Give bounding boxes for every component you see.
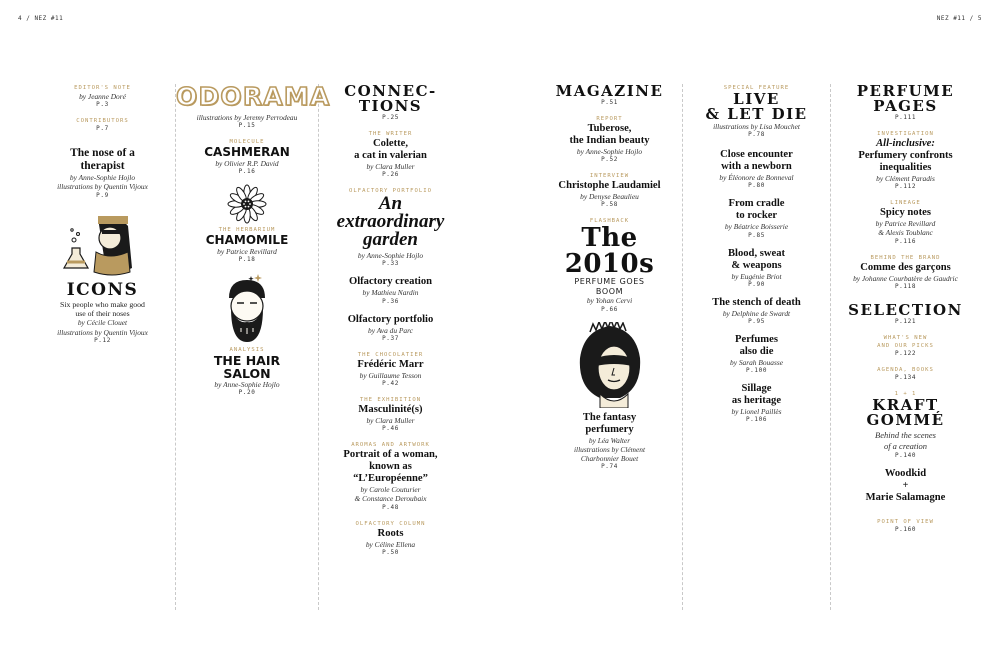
byline: by Olivier R.P. David xyxy=(215,158,279,168)
page-number: P.16 xyxy=(238,168,256,175)
entry-title: with a newborn xyxy=(721,161,792,173)
entry-title: also die xyxy=(739,346,774,358)
kicker: AND OUR PICKS xyxy=(877,342,934,349)
entry-subtitle: BOOM xyxy=(595,286,624,296)
kicker: FLASHBACK xyxy=(589,218,630,225)
entry-subtitle: Behind the scenes xyxy=(875,429,936,440)
entry-title: & weapons xyxy=(731,259,782,271)
entry-title: to rocker xyxy=(735,210,778,222)
byline: by Béatrice Boisserie xyxy=(724,222,789,232)
byline: by Yohan Cervi xyxy=(586,296,633,306)
page-number: P.80 xyxy=(748,182,765,190)
kicker: EDITOR'S NOTE xyxy=(74,85,131,91)
live-let-die-section[interactable] xyxy=(683,84,830,139)
byline: by Jeanne Doré xyxy=(79,92,126,101)
entry-title: 2010s xyxy=(564,249,655,280)
page-number: P.90 xyxy=(748,280,765,288)
byline: by Mathieu Nardin xyxy=(362,288,419,298)
page-number: P.46 xyxy=(382,425,399,433)
section-title: KRAFT xyxy=(872,395,939,414)
entry-title: Olfactory creation xyxy=(348,276,433,288)
kicker: 1 + 1 xyxy=(894,390,917,397)
page-number: P.33 xyxy=(382,260,399,268)
contributors[interactable] xyxy=(30,117,175,133)
tuberose-entry[interactable] xyxy=(537,115,682,164)
entry-title: Masculinité(s) xyxy=(358,404,423,416)
kicker: REPORT xyxy=(596,116,623,122)
olfactory-portfolio-entry[interactable] xyxy=(319,314,462,343)
page-number: P.118 xyxy=(894,282,917,290)
magazine-section[interactable] xyxy=(537,84,682,107)
byline: by Anne-Sophie Hojlo xyxy=(69,173,136,183)
page-number: P.37 xyxy=(382,334,399,342)
page-number: P.15 xyxy=(238,122,256,130)
flower-center-dot xyxy=(248,206,250,208)
section-title: PERFUME xyxy=(856,82,955,100)
hair-salon-entry[interactable] xyxy=(176,346,318,397)
agenda-entry[interactable] xyxy=(831,366,980,382)
page-number: P.66 xyxy=(601,305,618,313)
entry-title: Spicy notes xyxy=(880,207,931,219)
page-number: P.20 xyxy=(238,389,256,397)
page-number: P.85 xyxy=(748,231,765,239)
byline: by Denyse Beaulieu xyxy=(580,192,639,202)
plus-sign: + xyxy=(902,479,909,491)
byline: by Clément Paradis xyxy=(876,174,935,183)
also-die-entry[interactable] xyxy=(683,334,830,375)
all-inclusive-entry[interactable] xyxy=(831,130,980,191)
byline: by Anne-Sophie Hojlo xyxy=(576,147,643,156)
page-number: P.9 xyxy=(96,191,109,199)
sillage-entry[interactable] xyxy=(683,383,830,424)
connections-section[interactable] xyxy=(319,84,462,122)
entry-title: The stench of death xyxy=(712,296,801,308)
page-number: P.78 xyxy=(748,131,765,139)
entry-title: known as xyxy=(369,461,412,473)
entry-title: Frédéric Marr xyxy=(357,358,424,370)
kraft-gomme-entry[interactable] xyxy=(831,390,980,460)
section-title: SELECTION xyxy=(848,300,963,319)
column-6 xyxy=(831,84,980,542)
entry-title: An xyxy=(378,193,403,215)
byline: by Sarah Bouasse xyxy=(730,358,783,368)
perfume-pages-section[interactable] xyxy=(831,84,980,122)
section-title: MAGAZINE xyxy=(555,82,664,100)
flower-center-dot xyxy=(245,206,247,208)
fantasy-entry[interactable] xyxy=(537,412,682,472)
page-number: P.95 xyxy=(748,318,765,326)
entry-title: The xyxy=(581,223,638,254)
section-title: & LET DIE xyxy=(705,105,808,123)
entry-title: The nose of a therapist xyxy=(70,147,135,173)
page-number: P.12 xyxy=(94,336,111,344)
section-description: Six people who make good use of their noses xyxy=(60,299,145,319)
entry-title: CASHMERAN xyxy=(204,145,290,160)
kicker: BEHIND THE BRAND xyxy=(870,254,941,261)
entry-subtitle: of a creation xyxy=(883,440,928,451)
kicker: THE HERBARIUM xyxy=(218,227,276,233)
kicker: POINT OF VIEW xyxy=(877,518,934,525)
blood-entry[interactable] xyxy=(683,248,830,289)
entry-subtitle: PERFUME GOES xyxy=(574,277,645,287)
illustration-credit: illustrations by Lisa Mouchet xyxy=(713,122,800,131)
editors-note[interactable] xyxy=(30,84,175,109)
flower-center-dot xyxy=(243,203,245,205)
kicker: MOLECULE xyxy=(229,139,265,146)
column-5 xyxy=(683,84,830,432)
page-number: P.112 xyxy=(894,183,917,191)
page-number: P.100 xyxy=(745,367,768,375)
cradle-entry[interactable] xyxy=(683,198,830,239)
entry-title: Comme des garçons xyxy=(860,261,951,273)
entry-title: CHAMOMILE xyxy=(205,233,289,247)
entry-title: inequalities xyxy=(879,162,932,173)
page-number: P.50 xyxy=(382,548,399,556)
kicker: THE CHOCOLATIER xyxy=(357,351,424,358)
cdg-entry[interactable] xyxy=(831,254,980,291)
folio-right: NEZ #11 / 5 xyxy=(936,15,982,22)
entry-title: Perfumes xyxy=(735,334,778,346)
entry-title: All-inclusive: xyxy=(876,138,935,149)
entry-title: garden xyxy=(363,229,418,251)
cashmeran-entry[interactable] xyxy=(176,138,318,176)
entry-title: a cat in valerian xyxy=(354,150,427,161)
kicker: OLFACTORY COLUMN xyxy=(355,520,426,527)
illustration-credit: illustrations by Jeremy Perrodeau xyxy=(196,113,298,122)
entry-title: Colette, xyxy=(373,138,408,149)
section-title: ICONS xyxy=(66,279,139,300)
flower-center-dot xyxy=(248,201,250,203)
entry-title: the Indian beauty xyxy=(569,135,650,146)
entry-title: Woodkid xyxy=(884,467,927,479)
byline: by Cécile Clouet xyxy=(77,318,128,328)
roots-entry[interactable] xyxy=(319,520,462,557)
byline: by Lionel Paillès xyxy=(731,407,782,417)
point-of-view-entry[interactable] xyxy=(831,518,980,534)
column-4 xyxy=(537,84,682,479)
entry-title: Portrait of a woman, xyxy=(343,449,438,461)
selection-section[interactable] xyxy=(831,300,980,326)
flower-center-dot xyxy=(245,201,247,203)
flower-center xyxy=(241,198,253,210)
column-1 xyxy=(30,84,175,353)
section-title: GOMMÉ xyxy=(866,410,945,429)
olfactory-creation-entry[interactable] xyxy=(319,276,462,305)
bearded-man-illustration xyxy=(176,272,318,344)
section-title: PAGES xyxy=(873,97,938,115)
entry-title: SALON xyxy=(223,365,271,381)
woodkid-entry[interactable] xyxy=(831,468,980,504)
page-number: P.48 xyxy=(382,503,399,511)
byline: by Delphine de Swardt xyxy=(722,308,791,318)
entry-title: Perfumery confronts xyxy=(858,150,953,161)
entry-title: “L’Européenne” xyxy=(353,473,428,485)
entry-title: Sillage xyxy=(741,383,772,395)
byline: by Patrice Revillard xyxy=(875,219,936,229)
byline: by Guillaume Tesson xyxy=(359,370,422,380)
section-title: LIVE xyxy=(733,90,780,108)
page-number: P.36 xyxy=(382,297,399,305)
byline: by Patrice Revillard xyxy=(217,246,277,256)
page-number: P.134 xyxy=(894,373,917,381)
page-number: P.25 xyxy=(382,114,399,121)
icons-entry[interactable] xyxy=(30,279,175,345)
byline: & Constance Deroubaix xyxy=(354,494,427,504)
flower-center-dot xyxy=(249,203,251,205)
page-number: P.121 xyxy=(894,317,917,325)
illustration-credit: illustrations by Quentin Vijoux xyxy=(57,327,148,337)
kicker: THE WRITER xyxy=(368,131,413,137)
kicker: THE EXHIBITION xyxy=(359,397,422,404)
byline: by Carole Couturier xyxy=(360,485,421,495)
entry-title: Tuberose, xyxy=(587,123,632,134)
picks-entry[interactable] xyxy=(831,334,980,358)
entry-title: From cradle xyxy=(728,198,785,210)
masculinite-entry[interactable] xyxy=(319,396,462,433)
laudamiel-entry[interactable] xyxy=(537,172,682,209)
entry-title: Roots xyxy=(377,527,404,539)
entry-title: THE HAIR xyxy=(213,352,281,368)
page-number: P.26 xyxy=(382,171,399,179)
therapist-illustration xyxy=(30,208,175,280)
byline: by Éléonore de Bonneval xyxy=(719,173,794,183)
chamomile-entry[interactable] xyxy=(176,226,318,264)
section-title: TIONS xyxy=(358,97,423,115)
kicker: SPECIAL FEATURE xyxy=(723,85,790,91)
page-number: P.51 xyxy=(601,99,618,106)
entry-title: perfumery xyxy=(585,423,634,435)
byline: by Johanne Courbatère de Gaudric xyxy=(853,273,958,283)
byline: by Anne-Sophie Hojlo xyxy=(357,251,424,261)
byline: by Céline Ellena xyxy=(365,539,416,549)
page-number: P.7 xyxy=(96,125,109,133)
column-3 xyxy=(319,84,462,565)
byline: by Eugénie Briot xyxy=(731,271,782,281)
therapist-entry[interactable] xyxy=(30,147,175,199)
page-number: P.42 xyxy=(382,380,399,388)
masked-woman-illustration xyxy=(537,322,682,408)
page-number: P.106 xyxy=(745,416,768,424)
garden-entry[interactable] xyxy=(319,187,462,268)
page-number: P.18 xyxy=(238,255,256,263)
kicker: LINEAGE xyxy=(890,200,921,207)
kicker: AGENDA, BOOKS xyxy=(877,366,934,373)
kicker: OLFACTORY PORTFOLIO xyxy=(349,188,432,195)
page-number: P.160 xyxy=(894,525,917,533)
entry-title: The fantasy xyxy=(582,411,637,423)
stench-entry[interactable] xyxy=(683,297,830,326)
entry-title: Blood, sweat xyxy=(727,247,786,259)
byline: by Clara Muller xyxy=(366,416,415,426)
spicy-notes-entry[interactable] xyxy=(831,199,980,245)
page-number: P.140 xyxy=(894,451,917,459)
illustration-credit: illustrations by Quentin Vijoux xyxy=(57,182,148,192)
odorama-entry[interactable] xyxy=(176,82,331,130)
byline: by Anne-Sophie Hojlo xyxy=(214,380,280,390)
illustration-credit: illustrations by Clément xyxy=(573,444,646,454)
byline: by Ava du Parc xyxy=(368,325,413,335)
chamomile-flower-icon xyxy=(176,184,318,224)
section-title: ODORAMA xyxy=(176,82,331,111)
europeenne-entry[interactable] xyxy=(319,441,462,511)
page-number: P.52 xyxy=(601,156,618,164)
illustration-credit: Charbonnier Bouet xyxy=(580,454,639,464)
folio-left: 4 / NEZ #11 xyxy=(18,15,64,22)
entry-title: Christophe Laudamiel xyxy=(558,180,661,192)
column-2 xyxy=(176,82,331,405)
page-number: P.3 xyxy=(96,101,109,109)
byline: & Alexis Toublanc xyxy=(878,228,933,238)
page-number: P.74 xyxy=(601,463,618,471)
kicker: WHAT'S NEW xyxy=(883,334,928,341)
byline: by Clara Muller xyxy=(366,162,415,171)
page-number: P.111 xyxy=(894,114,917,121)
kicker: CONTRIBUTORS xyxy=(76,118,129,125)
page-number: P.122 xyxy=(894,349,917,357)
newborn-entry[interactable] xyxy=(683,149,830,190)
colette-entry[interactable] xyxy=(319,130,462,179)
entry-title: as heritage xyxy=(731,395,782,407)
marr-entry[interactable] xyxy=(319,351,462,388)
entry-title: Close encounter xyxy=(720,149,793,161)
entry-title: Olfactory portfolio xyxy=(347,313,434,325)
section-title: CONNEC- xyxy=(344,82,437,100)
page-number: P.116 xyxy=(894,237,917,245)
entry-title: Marie Salamagne xyxy=(865,491,946,503)
kicker: ANALYSIS xyxy=(229,346,265,353)
kicker: INTERVIEW xyxy=(589,173,630,180)
the2010s-entry[interactable] xyxy=(537,217,682,313)
kicker: AROMAS AND ARTWORK xyxy=(351,442,430,449)
kicker: INVESTIGATION xyxy=(877,131,934,137)
byline: by Léa Walter xyxy=(588,435,631,445)
page-number: P.58 xyxy=(601,201,618,209)
entry-title: extraordinary xyxy=(336,211,445,233)
